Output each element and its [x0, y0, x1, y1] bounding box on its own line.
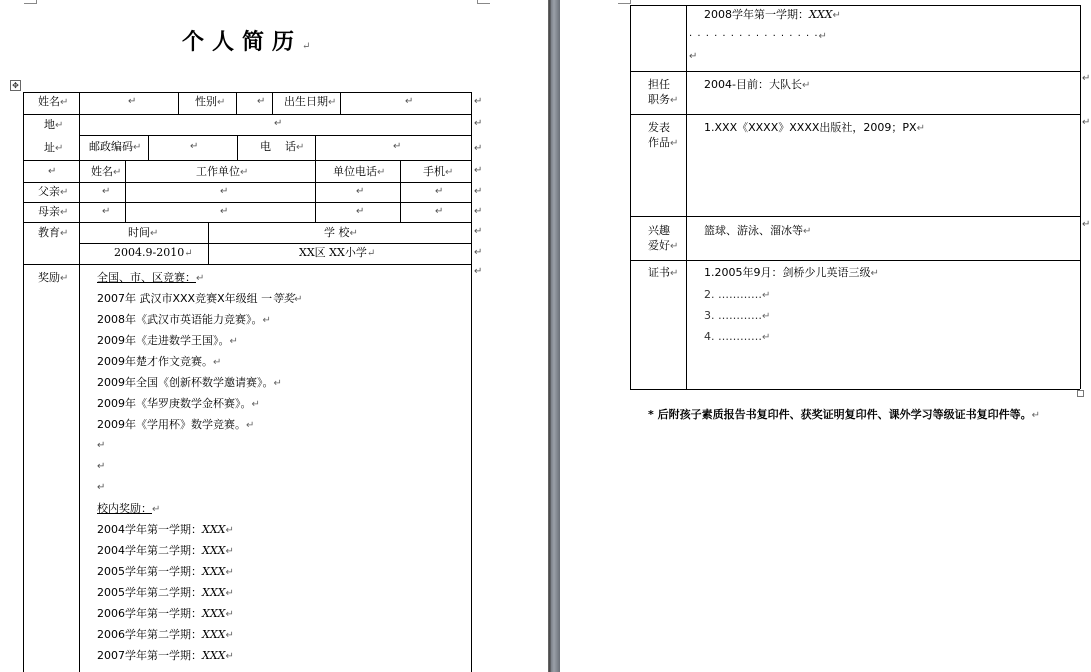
table-resize-handle[interactable]: [1077, 390, 1084, 397]
table-rule: [178, 92, 179, 114]
row-end-mark: ↵: [474, 247, 483, 258]
cert-item: 3. …………↵: [704, 309, 771, 322]
hobby-label: 兴趣: [648, 224, 670, 237]
works-value: 1.XXX《XXXX》XXXX出版社，2009；PX↵: [704, 121, 925, 134]
footnote: * 后附孩子素质报告书复印件、获奖证明复印件、课外学习等级证书复印件等。↵: [648, 408, 1040, 421]
name-label: 姓名↵: [38, 95, 69, 108]
school-award-item: 2008学年第一学期：XXX↵: [704, 8, 841, 21]
row-end-mark: ↵: [474, 118, 483, 129]
table-rule: [79, 135, 472, 136]
family-header-work-phone: 单位电话↵: [333, 165, 386, 178]
table-rule: [1080, 5, 1081, 389]
table-rule: [148, 135, 149, 160]
father-work-phone-cell[interactable]: ↵: [356, 186, 365, 197]
page-gutter: [548, 0, 560, 672]
works-label: 作品↵: [648, 136, 679, 149]
family-header-employer: 工作单位↵: [196, 165, 249, 178]
row-end-mark: ↵: [1082, 117, 1091, 128]
phone-value-cell[interactable]: ↵: [393, 141, 402, 152]
external-award-item: 2009年楚才作文竞赛。↵: [97, 355, 222, 368]
address-label: 址↵: [44, 141, 64, 154]
margin-corner-mark: [477, 0, 490, 4]
table-rule: [630, 5, 631, 389]
mother-label: 母亲↵: [38, 205, 69, 218]
education-time: 2004.9-2010↵: [114, 246, 193, 259]
table-rule: [272, 92, 273, 114]
row-end-mark: ↵: [474, 186, 483, 197]
duty-label: 担任: [648, 78, 670, 91]
education-school-header: 学 校↵: [324, 226, 358, 239]
table-rule: [79, 92, 80, 672]
hobby-label: 爱好↵: [648, 239, 679, 252]
education-time-header: 时间↵: [128, 226, 159, 239]
gender-label: 性别↵: [195, 95, 226, 108]
margin-corner-mark: [24, 0, 37, 4]
row-end-mark: ↵: [1082, 73, 1091, 84]
table-rule: [23, 92, 472, 93]
cert-item: 1.2005年9月：剑桥少儿英语三级↵: [704, 266, 879, 279]
table-rule: [23, 160, 472, 161]
table-rule: [315, 135, 316, 160]
table-rule: [315, 160, 316, 222]
father-employer-cell[interactable]: ↵: [220, 186, 229, 197]
birth-label: 出生日期↵: [284, 95, 337, 108]
school-award-item: 2006学年第二学期：XXX↵: [97, 628, 234, 641]
table-rule: [125, 160, 126, 222]
external-award-item: 2009年《华罗庚数学金杯赛》。↵: [97, 397, 260, 410]
phone-label: 电 话↵: [260, 140, 305, 153]
family-corner-cell: ↵: [48, 166, 57, 177]
school-award-item: 2005学年第一学期：XXX↵: [97, 565, 234, 578]
table-rule: [23, 114, 472, 115]
table-rule: [23, 264, 472, 265]
external-award-item: 2009年《学用杯》数学竞赛。↵: [97, 418, 255, 431]
school-award-item: 2004学年第一学期：XXX↵: [97, 523, 234, 536]
document-title: [182, 25, 310, 56]
table-rule: [236, 92, 237, 114]
table-rule: [686, 5, 687, 389]
father-label: 父亲↵: [38, 185, 69, 198]
family-header-name: 姓名↵: [91, 165, 122, 178]
table-rule: [79, 243, 472, 244]
row-end-mark: ↵: [474, 96, 483, 107]
empty-paragraph: ↵: [97, 461, 106, 472]
row-end-mark: ↵: [474, 266, 483, 277]
table-rule: [23, 92, 24, 672]
empty-paragraph: ↵: [97, 440, 106, 451]
table-rule: [208, 222, 209, 264]
education-label: 教育↵: [38, 226, 69, 239]
postcode-label: 邮政编码↵: [89, 140, 142, 153]
name-value-cell[interactable]: ↵: [128, 96, 137, 107]
address-label: 地↵: [44, 118, 64, 131]
external-award-item: 2007年 武汉市XXX竞赛X年级组 一等奖↵: [97, 292, 303, 305]
school-awards-heading: 校内奖励：↵: [97, 502, 161, 515]
postcode-value-cell[interactable]: ↵: [190, 141, 199, 152]
table-move-handle[interactable]: ✥: [10, 80, 21, 91]
table-rule: [471, 92, 472, 672]
table-rule: [630, 389, 1080, 390]
mother-employer-cell[interactable]: ↵: [220, 206, 229, 217]
duty-value: 2004-目前：大队长↵: [704, 78, 811, 91]
school-award-item: 2005学年第二学期：XXX↵: [97, 586, 234, 599]
margin-corner-mark: [618, 0, 631, 4]
title-text: 个人简历: [182, 29, 303, 55]
table-rule: [630, 260, 1080, 261]
school-award-item: 2006学年第一学期：XXX↵: [97, 607, 234, 620]
table-rule: [400, 160, 401, 222]
mother-work-phone-cell[interactable]: ↵: [356, 206, 365, 217]
row-end-mark: ↵: [474, 206, 483, 217]
certs-label: 证书↵: [648, 266, 679, 279]
school-award-item: 2004学年第二学期：XXX↵: [97, 544, 234, 557]
paragraph-mark: ↵: [302, 41, 311, 52]
family-header-mobile: 手机↵: [423, 165, 454, 178]
table-rule: [630, 114, 1080, 115]
mother-name-cell[interactable]: ↵: [102, 206, 111, 217]
education-school: XX区 XX小学↵: [299, 246, 376, 259]
table-rule: [630, 71, 1080, 72]
table-rule: [23, 202, 472, 203]
gender-value-cell[interactable]: ↵: [257, 96, 266, 107]
row-end-mark: ↵: [474, 226, 483, 237]
external-award-item: 2009年《走进数学王国》。↵: [97, 334, 238, 347]
row-end-mark: ↵: [1082, 219, 1091, 230]
birth-value-cell[interactable]: ↵: [405, 96, 414, 107]
table-rule: [237, 135, 238, 160]
external-award-item: 2009年全国《创新杯数学邀请赛》。↵: [97, 376, 282, 389]
external-awards-heading: 全国、市、区竞赛：↵: [97, 271, 205, 284]
empty-paragraph: ↵: [689, 51, 698, 62]
table-rule: [630, 5, 1080, 6]
father-name-cell[interactable]: ↵: [102, 186, 111, 197]
row-end-mark: ↵: [474, 143, 483, 154]
works-label: 发表: [648, 121, 670, 134]
school-award-item: 2007学年第一学期：XXX↵: [97, 649, 234, 662]
duty-label: 职务↵: [648, 93, 679, 106]
table-rule: [23, 222, 472, 223]
table-rule: [340, 92, 341, 114]
table-rule: [23, 182, 472, 183]
page-right: [560, 0, 1091, 672]
mother-mobile-cell[interactable]: ↵: [435, 206, 444, 217]
external-award-item: 2008年《武汉市英语能力竞赛》。↵: [97, 313, 271, 326]
empty-paragraph: ↵: [97, 482, 106, 493]
table-rule: [630, 216, 1080, 217]
father-mobile-cell[interactable]: ↵: [435, 186, 444, 197]
hobby-value: 篮球、游泳、溜冰等↵: [704, 224, 812, 237]
dotted-leader: · · · · · · · · · · · · · · · ·↵: [689, 31, 827, 42]
cert-item: 2. …………↵: [704, 288, 771, 301]
row-end-mark: ↵: [474, 165, 483, 176]
awards-label: 奖励↵: [38, 271, 69, 284]
address-value-cell[interactable]: ↵: [274, 118, 283, 129]
cert-item: 4. …………↵: [704, 330, 771, 343]
